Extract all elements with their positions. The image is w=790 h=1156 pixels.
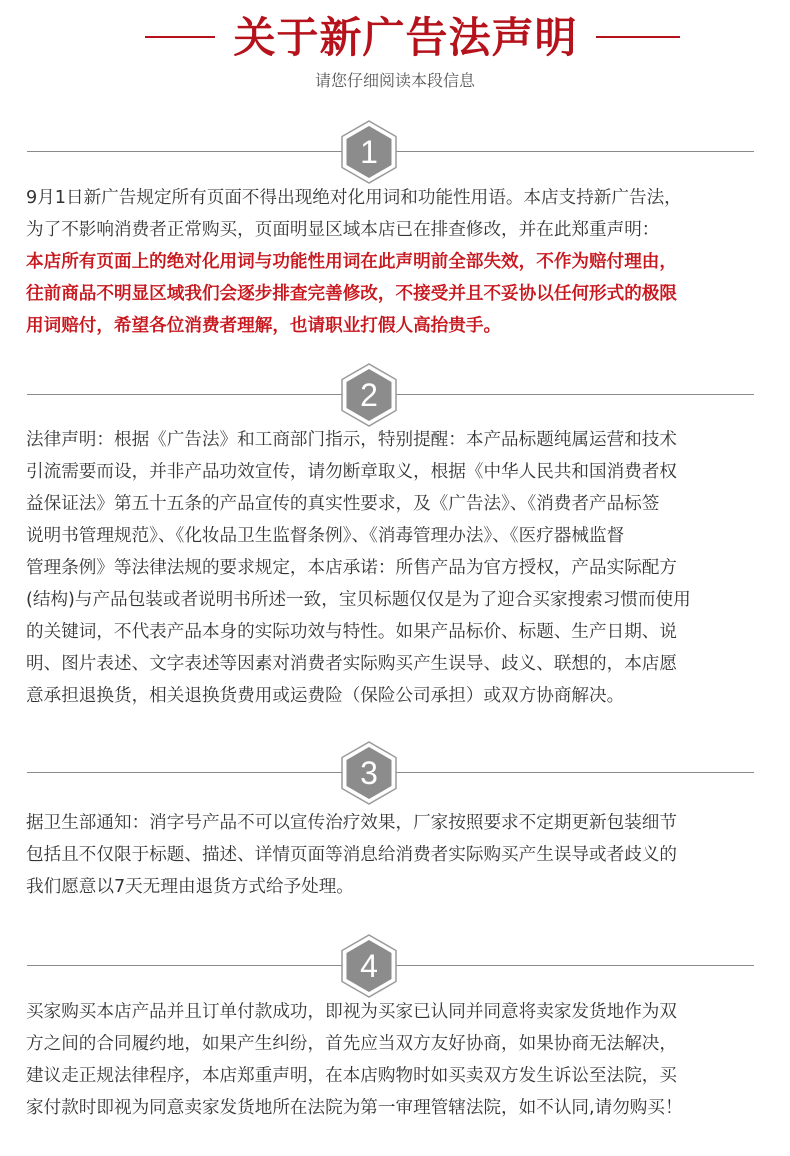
section-2-line: 说明书管理规范》、《化妆品卫生监督条例》、《消毒管理办法》、《医疗器械监督 (26, 526, 625, 546)
section-number-1: 1 (360, 134, 378, 170)
section-3-line: 包括且不仅限于标题、描述、详情页面等消息给消费者实际购买产生误导或者歧义的 (26, 845, 677, 865)
section-number-4: 4 (360, 948, 378, 984)
section-divider-1 (27, 120, 754, 184)
section-2-line: 管理条例》等法律法规的要求规定，本店承诺：所售产品为官方授权，产品实际配方 (26, 558, 677, 578)
section-1-highlight-line: 本店所有页面上的绝对化用词与功能性用词在此声明前全部失效，不作为赔付理由， (26, 252, 677, 272)
title-rule-right (596, 36, 680, 38)
hexagon-badge-2 (341, 363, 397, 427)
section-1-line: 为了不影响消费者正常购买，页面明显区域本店已在排查修改，并在此郑重声明： (26, 220, 660, 240)
section-divider-4 (27, 934, 754, 998)
section-2-line: 引流需要而设，并非产品功效宣传，请勿断章取义，根据《中华人民共和国消费者权 (26, 462, 677, 482)
section-divider-2 (27, 363, 754, 427)
section-4-line: 家付款时即视为同意卖家发货地所在法院为第一审理管辖法院，如不认同,请勿购买！ (26, 1098, 683, 1118)
section-number-2: 2 (360, 377, 378, 413)
section-2-line: 意承担退换货，相关退换货费用或运费险（保险公司承担）或双方协商解决。 (26, 686, 625, 706)
title-rule-left (145, 36, 215, 38)
section-1-line: 9月1日新广告规定所有页面不得出现绝对化用词和功能性用语。本店支持新广告法， (26, 188, 682, 208)
page-header (0, 14, 790, 64)
section-4-line: 建议走正规法律程序，本店郑重声明，在本店购物时如买卖双方发生诉讼至法院，买 (26, 1066, 677, 1086)
section-1-highlight-line: 往前商品不明显区域我们会逐步排查完善修改，不接受并且不妥协以任何形式的极限 (26, 284, 677, 304)
section-3-line: 我们愿意以7天无理由退货方式给予处理。 (26, 877, 354, 897)
section-4-line: 买家购买本店产品并且订单付款成功，即视为买家已认同并同意将卖家发货地作为双 (26, 1002, 677, 1022)
hexagon-badge-4 (341, 934, 397, 998)
section-2 (26, 424, 770, 712)
hexagon-badge-1 (341, 120, 397, 184)
section-1-highlight-line: 用词赔付，希望各位消费者理解，也请职业打假人高抬贵手。 (26, 316, 502, 336)
section-3 (26, 807, 770, 903)
section-number-3: 3 (360, 755, 378, 791)
section-2-line: 的关键词，不代表产品本身的实际功效与特性。如果产品标价、标题、生产日期、说 (26, 622, 677, 642)
section-2-line: 法律声明：根据《广告法》和工商部门指示，特别提醒：本产品标题纯属运营和技术 (26, 430, 677, 450)
section-divider-3 (27, 741, 754, 805)
section-2-line: (结构)与产品包装或者说明书所述一致，宝贝标题仅仅是为了迎合买家搜索习惯而使用 (26, 590, 691, 610)
section-2-line: 明、图片表述、文字表述等因素对消费者实际购买产生误导、歧义、联想的，本店愿 (26, 654, 677, 674)
section-3-line: 据卫生部通知：消字号产品不可以宣传治疗效果，厂家按照要求不定期更新包装细节 (26, 813, 677, 833)
page-title: 关于新广告法声明 (233, 13, 578, 62)
section-1 (26, 182, 770, 342)
hexagon-badge-3 (341, 741, 397, 805)
page-subtitle: 请您仔细阅读本段信息 (314, 71, 475, 90)
section-4 (26, 996, 770, 1124)
section-2-line: 益保证法》第五十五条的产品宣传的真实性要求，及《广告法》、《消费者产品标签 (26, 494, 660, 514)
section-4-line: 方之间的合同履约地，如果产生纠纷，首先应当双方友好协商，如果协商无法解决， (26, 1034, 677, 1054)
